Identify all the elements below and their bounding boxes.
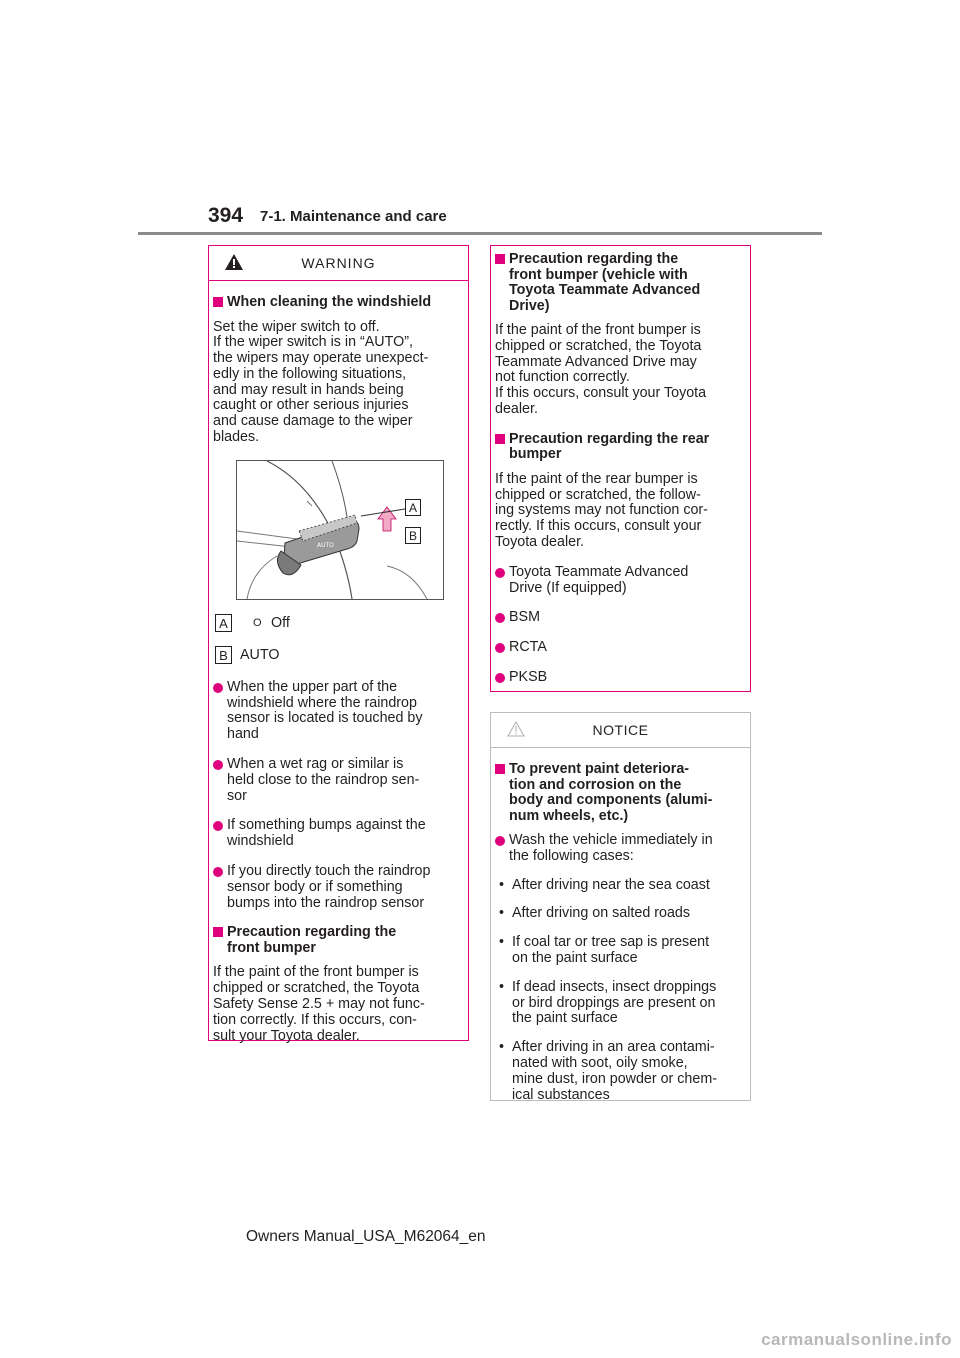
svg-text:AUTO: AUTO [317, 541, 334, 549]
legend-auto [213, 644, 464, 666]
legend-off [213, 612, 464, 634]
wash-vehicle-bullet: Wash the vehicle immediately in the following cases: [495, 833, 746, 865]
round-bullet-icon [495, 568, 505, 578]
legend-auto-text: AUTO [240, 646, 280, 663]
paint-protection-heading: To prevent paint deteriora- tion and corrosion on the body and components (alumi- num wheels, etc.) [495, 762, 746, 824]
rear-bumper-bullet-pksb: PKSB [495, 670, 746, 686]
warning-box [208, 245, 469, 1044]
round-bullet-icon [495, 836, 505, 846]
round-bullet-icon [213, 760, 223, 770]
notice-header [491, 713, 750, 748]
legend-key-b: B [215, 646, 232, 664]
wiper-switch-illustration [236, 460, 444, 600]
header-rule [138, 232, 822, 235]
callout-a: A [405, 499, 421, 516]
warning-box-continued [490, 245, 751, 692]
notice-label: NOTICE [592, 722, 649, 738]
case-sea-coast: • After driving near the sea coast [499, 876, 710, 893]
case-coal-tar: • If coal tar or tree sap is present on the paint surface [499, 934, 710, 966]
cleaning-bullet-2: When a wet rag or similar is held close to the raindrop sen- sor [213, 757, 464, 804]
round-bullet-icon [213, 867, 223, 877]
case-insects-droppings: • If dead insects, insect droppings or bird droppings are present on the paint surface [499, 978, 717, 1027]
round-bullet-icon [495, 673, 505, 683]
case-contaminated-area: • After driving in an area contami- nated with soot, oily smoke, mine dust, iron powder or chem- ical substances [499, 1039, 718, 1103]
rear-bumper-heading: Precaution regarding the rear bumper [495, 432, 746, 463]
square-bullet-icon [495, 254, 505, 264]
off-symbol: O [253, 616, 262, 629]
square-bullet-icon [213, 927, 223, 937]
section-title: 7-1. Maintenance and care [260, 208, 447, 225]
cleaning-bullet-4: If you directly touch the raindrop sensor body or if something bumps into the raindrop sensor [213, 864, 464, 911]
rear-bumper-bullet-rcta: RCTA [495, 640, 746, 656]
case-salted-roads: • After driving on salted roads [499, 905, 691, 922]
cleaning-heading: When cleaning the windshield [213, 295, 464, 311]
cleaning-paragraph: Set the wiper switch to off. If the wiper switch is in “AUTO”, the wipers may operate unexpect- edly in the following situations, and may result in hands being caught or other serious injuries and cause damage to the wiper blades. [213, 318, 429, 446]
front-bumper-tta-heading: Precaution regarding the front bumper (vehicle with Toyota Teammate Advanced Drive) [495, 252, 746, 314]
callout-b: B [405, 527, 421, 544]
front-bumper-tta-paragraph: If the paint of the front bumper is chipped or scratched, the Toyota Teammate Advanced Drive may not function correctly. If this occurs, consult your Toyota dealer. [495, 322, 707, 417]
legend-off-text: Off [271, 614, 290, 631]
round-bullet-icon [495, 613, 505, 623]
footer-text: Owners Manual_USA_M62064_en [246, 1228, 486, 1245]
square-bullet-icon [495, 434, 505, 444]
round-bullet-icon [495, 643, 505, 653]
rear-bumper-bullet-bsm: BSM [495, 610, 746, 626]
front-bumper-paragraph: If the paint of the front bumper is chipped or scratched, the Toyota Safety Sense 2.5 + may not func- tion correctly. If this occurs, con- sult your Toyota dealer. [213, 964, 425, 1044]
rear-bumper-paragraph: If the paint of the rear bumper is chipped or scratched, the follow- ing systems may not function cor- rectly. If this occurs, consult your Toyota dealer. [495, 470, 708, 550]
square-bullet-icon [495, 764, 505, 774]
warning-label: WARNING [301, 255, 376, 271]
square-bullet-icon [213, 297, 223, 307]
cleaning-bullet-1: When the upper part of the windshield where the raindrop sensor is located is touched by hand [213, 680, 464, 743]
legend-key-a: A [215, 614, 232, 632]
rear-bumper-bullet-tta: Toyota Teammate Advanced Drive (If equipped) [495, 565, 746, 597]
warning-header [209, 246, 468, 281]
round-bullet-icon [213, 821, 223, 831]
watermark[interactable]: carmanualsonline.info [761, 1330, 952, 1349]
page-number: 394 [208, 204, 244, 227]
front-bumper-heading: Precaution regarding the front bumper [213, 925, 464, 956]
notice-box [490, 712, 751, 1101]
cleaning-bullet-3: If something bumps against the windshield [213, 818, 464, 850]
round-bullet-icon [213, 683, 223, 693]
